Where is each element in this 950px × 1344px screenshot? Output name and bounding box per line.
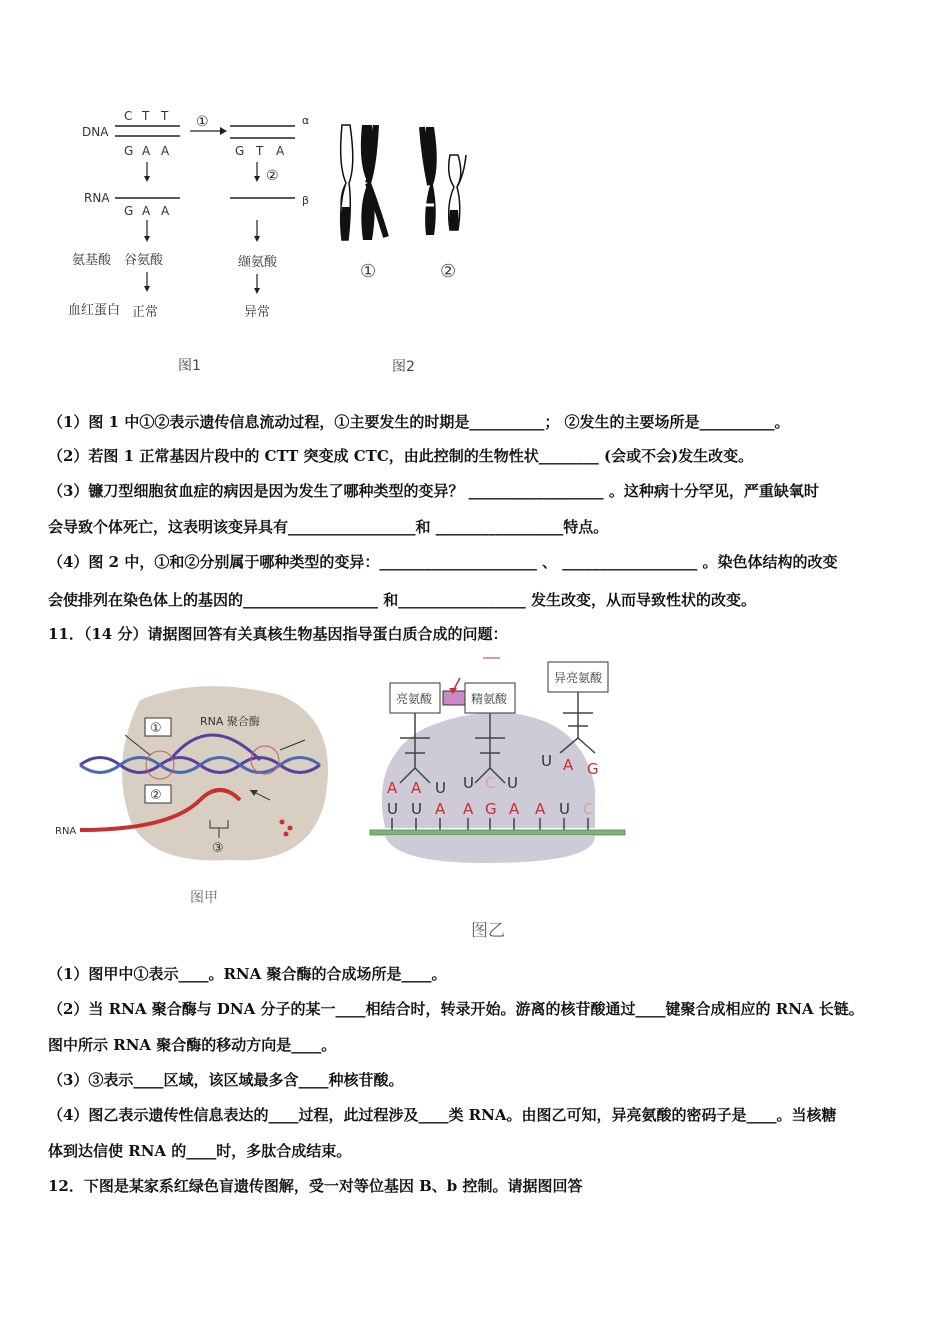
mrna-6: A (509, 800, 520, 818)
figure-2-chromosomes (330, 115, 500, 385)
q10-line-1: （1）图 1 中①②表示遗传信息流动过程，①主要发生的时期是__________； ②发生的主要场所是__________。 (48, 413, 790, 431)
anticodon-3-2: A (563, 756, 574, 774)
mrna-5: G (485, 800, 497, 818)
q11-line-1: （1）图甲中①表示____。RNA 聚合酶的合成场所是____。 (48, 965, 447, 983)
q12-title: 12．下图是某家系红绿色盲遗传图解，受一对等位基因 B、b 控制。请据图回答 (48, 1177, 583, 1195)
aa-label: 氨基酸 (72, 253, 112, 268)
top-strand-1: C (124, 109, 133, 123)
jia-label-1: ① (150, 721, 162, 736)
jia-rna-label: RNA (55, 826, 77, 837)
anticodon-2-3: U (507, 774, 518, 792)
figure-jia-caption: 图甲 (190, 890, 218, 906)
figure-1-dna-mutation (60, 100, 330, 390)
q10-line-4: 会导致个体死亡，这表明该变异具有_________________和 _________________特点。 (48, 518, 609, 536)
anticodon-1-3: U (435, 779, 446, 797)
anticodon-1-1: A (387, 779, 398, 797)
mrna-4: A (463, 800, 474, 818)
alpha-label: α (302, 114, 310, 127)
rna-strand-2: A (142, 204, 151, 218)
mut-strand-1: G (235, 144, 245, 158)
top-strand-3: T (161, 109, 169, 123)
q11-title: 11．（14 分）请据图回答有关真核生物基因指导蛋白质合成的问题： (48, 625, 508, 643)
bottom-strand-3: A (161, 144, 170, 158)
chromosome-label-2: ② (440, 261, 457, 282)
figure-yi-translation (365, 648, 635, 948)
aa-isoleucine: 异亮氨酸 (554, 671, 603, 685)
anticodon-3-1: U (541, 752, 552, 770)
top-strand-2: T (142, 109, 150, 123)
q10-line-5: （4）图 2 中，①和②分别属于哪种类型的变异：_____________________ 、 __________________ 。染色体结构的改变 (48, 553, 838, 571)
mrna-7: A (535, 800, 546, 818)
jia-label-2: ② (150, 788, 162, 803)
aa-normal: 谷氨酸 (124, 253, 164, 268)
rna-strand-3: A (161, 204, 170, 218)
q11-line-3: 图中所示 RNA 聚合酶的移动方向是____。 (48, 1036, 337, 1054)
figure-1-caption: 图1 (178, 358, 201, 374)
anticodon-1-2: A (411, 779, 422, 797)
figure-2-caption: 图2 (392, 359, 415, 375)
mut-strand-3: A (276, 144, 285, 158)
figure-jia-transcription (50, 670, 350, 915)
hb-normal: 正常 (132, 305, 159, 320)
rna-label: RNA (84, 191, 110, 205)
rna-strand-1: G (124, 204, 134, 218)
q11-line-6: 体到达信使 RNA 的____时，多肽合成结束。 (48, 1142, 352, 1160)
mut-strand-2: T (256, 144, 264, 158)
anticodon-2-2: C (485, 774, 496, 792)
hb-mut: 异常 (244, 305, 271, 320)
mrna-3: A (435, 800, 446, 818)
mrna-1: U (387, 800, 398, 818)
aa-arginine: 精氨酸 (471, 692, 508, 706)
mrna-9: C (583, 800, 594, 818)
mrna-8: U (559, 800, 570, 818)
mrna-2: U (411, 800, 422, 818)
beta-label: β (302, 194, 310, 207)
step-1-label: ① (196, 114, 209, 130)
anticodon-2-1: U (463, 774, 474, 792)
jia-rna-polymerase: RNA 聚合酶 (200, 715, 260, 728)
bottom-strand-2: A (142, 144, 151, 158)
q10-line-3: （3）镰刀型细胞贫血症的病因是因为发生了哪种类型的变异？ __________________ 。这种病十分罕见，严重缺氧时 (48, 482, 819, 500)
aa-leucine: 亮氨酸 (396, 692, 433, 706)
aa-mut: 缬氨酸 (238, 255, 278, 270)
hb-label: 血红蛋白 (68, 303, 121, 318)
step-2-label: ② (266, 168, 279, 184)
q10-line-6: 会使排列在染色体上的基因的__________________ 和_________________ 发生改变，从而导致性状的改变。 (48, 591, 756, 609)
jia-label-3: ③ (212, 841, 224, 856)
q11-line-5: （4）图乙表示遗传性信息表达的____过程，此过程涉及____类 RNA。由图乙可知，异亮氨酸的密码子是____。当核糖 (48, 1106, 837, 1124)
dna-label: DNA (82, 125, 109, 139)
q11-line-4: （3）③表示____区域，该区域最多含____种核苷酸。 (48, 1071, 404, 1089)
q10-line-2: （2）若图 1 正常基因片段中的 CTT 突变成 CTC，由此控制的生物性状________ (会或不会)发生改变。 (48, 447, 754, 465)
q11-line-2: （2）当 RNA 聚合酶与 DNA 分子的某一____相结合时，转录开始。游离的核苷酸通过____键聚合成相应的 RNA 长链。 (48, 1000, 864, 1018)
chromosome-label-1: ① (360, 261, 377, 282)
anticodon-3-3: G (587, 760, 599, 778)
bottom-strand-1: G (124, 144, 134, 158)
figure-yi-caption: 图乙 (471, 921, 505, 941)
